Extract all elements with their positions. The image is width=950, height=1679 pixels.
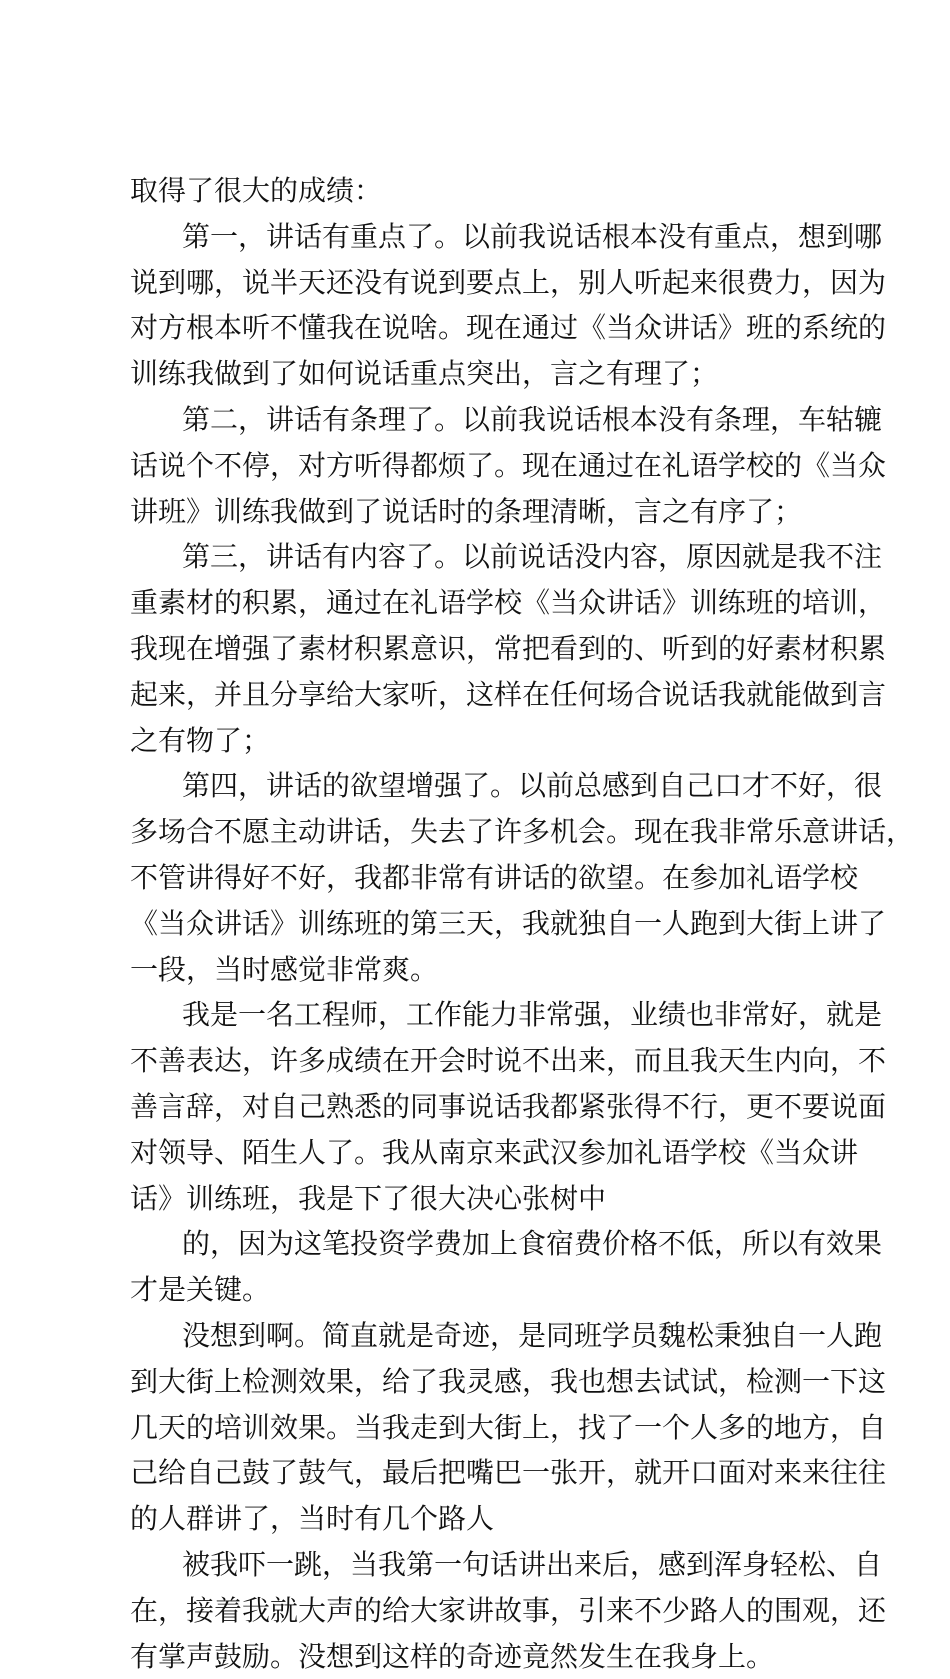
text-line: 话》训练班，我是下了很大决心张树中: [130, 1176, 830, 1222]
paragraph-first-line: 没想到啊。简直就是奇迹，是同班学员魏松秉独自一人跑: [130, 1313, 830, 1359]
text-line: 说到哪，说半天还没有说到要点上，别人听起来很费力，因为: [130, 260, 830, 306]
text-line: 的人群讲了，当时有几个路人: [130, 1496, 830, 1542]
text-line: 到大街上检测效果，给了我灵感，我也想去试试，检测一下这: [130, 1359, 830, 1405]
text-line: 起来，并且分享给大家听，这样在任何场合说话我就能做到言: [130, 672, 830, 718]
text-line: 对领导、陌生人了。我从南京来武汉参加礼语学校《当众讲: [130, 1130, 830, 1176]
text-line: 训练我做到了如何说话重点突出，言之有理了；: [130, 351, 830, 397]
text-line: 《当众讲话》训练班的第三天，我就独自一人跑到大街上讲了: [130, 901, 830, 947]
text-line: 几天的培训效果。当我走到大街上，找了一个人多的地方，自: [130, 1405, 830, 1451]
text-line: 善言辞，对自己熟悉的同事说话我都紧张得不行，更不要说面: [130, 1084, 830, 1130]
text-line: 在，接着我就大声的给大家讲故事，引来不少路人的围观，还: [130, 1588, 830, 1634]
paragraph-first-line: 第二，讲话有条理了。以前我说话根本没有条理，车轱辘: [130, 397, 830, 443]
text-line: 一段，当时感觉非常爽。: [130, 947, 830, 993]
paragraph-first-line: 第四，讲话的欲望增强了。以前总感到自己口才不好，很: [130, 763, 830, 809]
text-line: 多场合不愿主动讲话，失去了许多机会。现在我非常乐意讲话，: [130, 809, 830, 855]
paragraph-first-line: 第三，讲话有内容了。以前说话没内容，原因就是我不注: [130, 534, 830, 580]
text-line: 己给自己鼓了鼓气，最后把嘴巴一张开，就开口面对来来往往: [130, 1450, 830, 1496]
text-line: 讲班》训练我做到了说话时的条理清晰，言之有序了；: [130, 489, 830, 535]
paragraph-first-line: 被我吓一跳，当我第一句话讲出来后，感到浑身轻松、自: [130, 1542, 830, 1588]
text-line: 重素材的积累，通过在礼语学校《当众讲话》训练班的培训，: [130, 580, 830, 626]
text-line: 我现在增强了素材积累意识，常把看到的、听到的好素材积累: [130, 626, 830, 672]
text-line: 不管讲得好不好，我都非常有讲话的欲望。在参加礼语学校: [130, 855, 830, 901]
document-body: [130, 168, 830, 1679]
text-line: 之有物了；: [130, 718, 830, 764]
text-line: 对方根本听不懂我在说啥。现在通过《当众讲话》班的系统的: [130, 305, 830, 351]
paragraph-first-line: 的，因为这笔投资学费加上食宿费价格不低，所以有效果: [130, 1221, 830, 1267]
paragraph-first-line: 我是一名工程师，工作能力非常强，业绩也非常好，就是: [130, 992, 830, 1038]
text-line: 才是关键。: [130, 1267, 830, 1313]
paragraph-first-line: 第一，讲话有重点了。以前我说话根本没有重点，想到哪: [130, 214, 830, 260]
text-line: 有掌声鼓励。没想到这样的奇迹竟然发生在我身上。: [130, 1634, 830, 1679]
text-line: 不善表达，许多成绩在开会时说不出来，而且我天生内向，不: [130, 1038, 830, 1084]
text-line: 取得了很大的成绩：: [130, 168, 830, 214]
text-line: 话说个不停，对方听得都烦了。现在通过在礼语学校的《当众: [130, 443, 830, 489]
